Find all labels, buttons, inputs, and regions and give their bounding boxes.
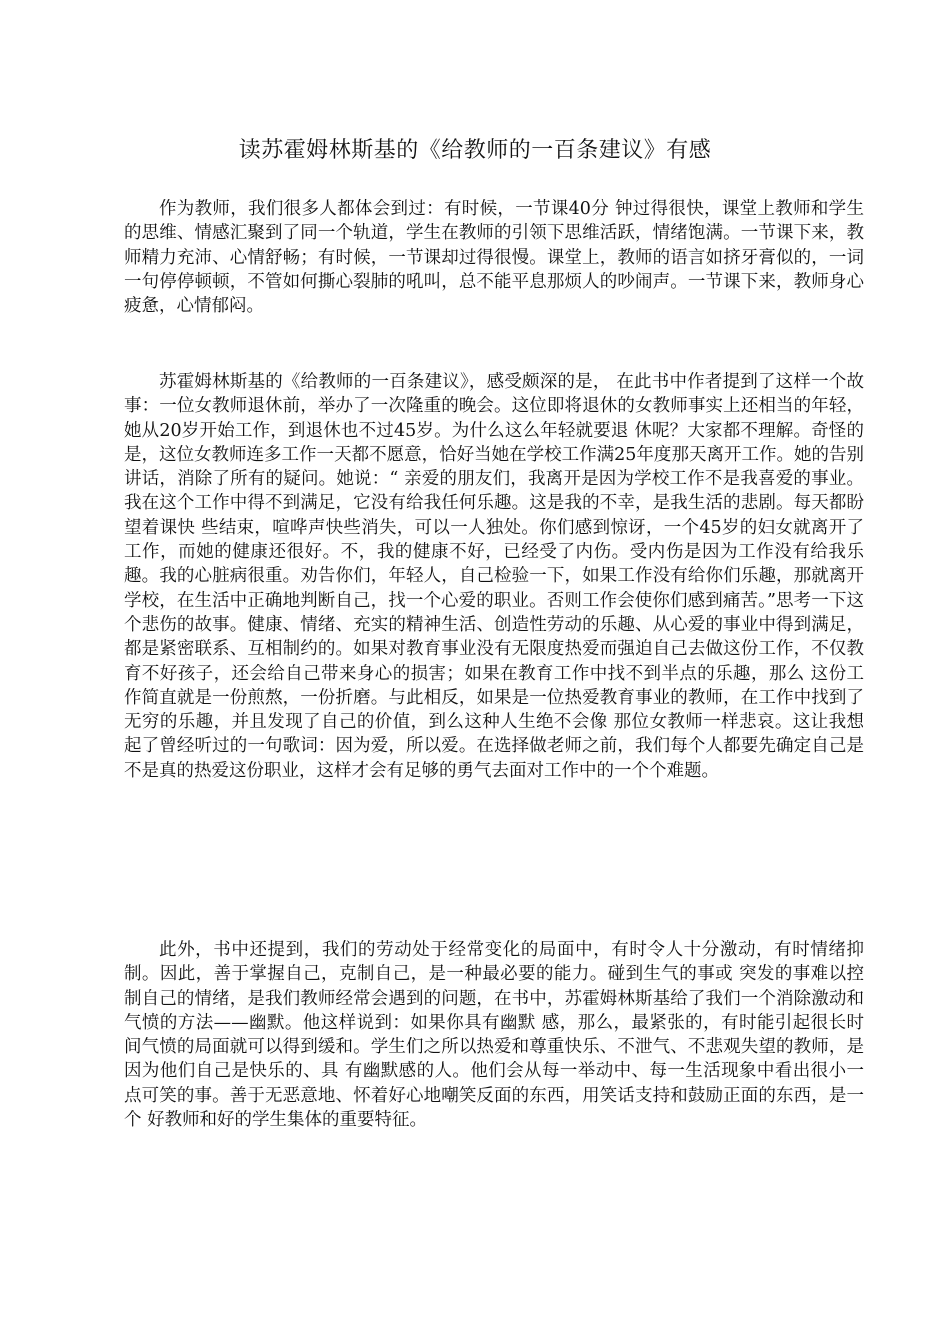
paragraph-3: 此外，书中还提到，我们的劳动处于经常变化的局面中，有时令人十分激动，有时情绪抑制。因此，善于掌握自己，克制自己，是一种最必要的能力。碰到生气的事或 突发的事难以控制自己的情绪，是我们教师经常会遇到的问题，在书中，苏霍姆林斯基给了我们一个消除激动和气愤的方法——幽默。他这样说到：如果你具有幽默 感，那么，最紧张的，有时能引起很长时间气愤的局面就可以得到缓和。学生们之所以热爱和尊重快乐、不泄气、不悲观失望的教师，是因为他们自己是快乐的、具 有幽默感的人。他们会从每一举动中、每一生活现象中看出很小一点可笑的事。善于无恶意地、怀着好心地嘲笑反面的东西，用笑话支持和鼓励正面的东西，是一个 好教师和好的学生集体的重要特征。: [124, 940, 864, 1131]
paragraph-2: 苏霍姆林斯基的《给教师的一百条建议》，感受颇深的是， 在此书中作者提到了这样一个故事：一位女教师退休前，举办了一次隆重的晚会。这位即将退休的女教师事实上还相当的年轻，她从20岁开始工作，到退休也不过45岁。为什么这么年轻就要退 休呢？大家都不理解。奇怪的是，这位女教师连多工作一天都不愿意，恰好当她在学校工作满25年度那天离开工作。她的告别讲话，消除了所有的疑问。她说：“ 亲爱的朋友们，我离开是因为学校工作不是我喜爱的事业。我在这个工作中得不到满足，它没有给我任何乐趣。这是我的不幸，是我生活的悲剧。每天都盼望着课快 些结束，喧哗声快些消失，可以一人独处。你们感到惊讶，一个45岁的妇女就离开了工作，而她的健康还很好。不，我的健康不好，已经受了内伤。受内伤是因为工作没有给我乐趣。我的心脏病很重。劝告你们，年轻人，自己检验一下，如果工作没有给你们乐趣，那就离开学校，在生活中正确地判断自己，找一个心爱的职业。否则工作会使你们感到痛苦。”思考一下这个悲伤的故事。健康、情绪、充实的精神生活、创造性劳动的乐趣、从心爱的事业中得到满足，都是紧密联系、互相制约的。如果对教育事业没有无限度热爱而强迫自己去做这份工作，不仅教育不好孩子，还会给自己带来身心的损害；如果在教育工作中找不到半点的乐趣，那么 这份工作简直就是一份煎熬，一份折磨。与此相反，如果是一位热爱教育事业的教师，在工作中找到了无穷的乐趣，并且发现了自己的价值，到么这种人生绝不会像 那位女教师一样悲哀。这让我想起了曾经听过的一句歌词：因为爱，所以爱。在选择做老师之前，我们每个人都要先确定自己是不是真的热爱这份职业，这样才会有足够的勇气去面对工作中的一个个难题。: [124, 372, 864, 781]
document-title: 读苏霍姆林斯基的《给教师的一百条建议》有感: [238, 138, 712, 163]
paragraph-1: 作为教师，我们很多人都体会到过：有时候，一节课40分 钟过得很快，课堂上教师和学生的思维、情感汇聚到了同一个轨道，学生在教师的引领下思维活跃，情绪饱满。一节课下来，教师精力充沛、心情舒畅；有时候，一节课却过得很慢。课堂上，教师的语言如挤牙膏似的，一词一句停停顿顿，不管如何撕心裂肺的吼叫，总不能平息那烦人的吵闹声。一节课下来，教师身心疲惫，心情郁闷。: [124, 199, 864, 317]
